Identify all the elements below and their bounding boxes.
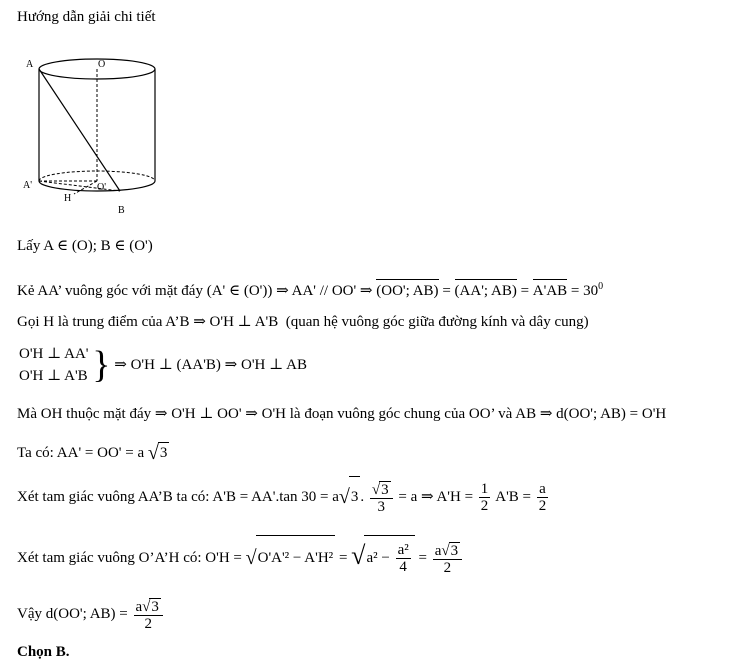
step-8: Xét tam giác vuông O’A’H có: O'H = √O'A'² − A'H² = √a² − $\frac{\text{a²}}{4}$ = $\frac{a√3}{2}$ [17, 534, 464, 580]
step-3: Gọi H là trung điểm của A’B ⇒ O'H ⊥ A'B (quan hệ vuông góc giữa đường kính và dây cung) [17, 314, 589, 330]
heading: Hướng dẫn giải chi tiết [17, 9, 156, 25]
step-1: Lấy A ∈ (O); B ∈ (O') [17, 238, 153, 254]
label-H: H [64, 193, 72, 204]
answer: Chọn B. [17, 644, 70, 660]
label-O-prime: O' [97, 182, 107, 193]
label-B: B [118, 205, 125, 216]
step-5: Mà OH thuộc mặt đáy ⇒ O'H ⊥ OO' ⇒ O'H là đoạn vuông góc chung của OO’ và AB ⇒ d(OO'; AB) = O'H [17, 406, 667, 422]
step-4: O'H ⊥ AA' O'H ⊥ A'B } ⇒ O'H ⊥ (AA'B) ⇒ O'H ⊥ AB [19, 344, 307, 386]
label-O: O [98, 59, 106, 70]
label-A: A [26, 59, 34, 70]
label-A-prime: A' [23, 180, 33, 191]
cylinder-figure [20, 55, 165, 225]
conclusion: Vậy d(OO'; AB) = $\frac{a√3}{2}$ [17, 594, 165, 634]
step-2: Kẻ AA’ vuông góc với mặt đáy (A' ∈ (O')) ⇒ AA' // OO' ⇒ (OO'; AB) = (AA'; $AB) = A'AB = 30^0$ [17, 281, 604, 299]
step-7: Xét tam giác vuông AA’B ta có: A'B = AA'.tan 30 = a√3 . $\frac{√3}{3}$ = a ⇒ A'H = $\frac{1}{2}$ A'B = $\frac{a}{2}$ [17, 476, 550, 517]
step-6: Ta có: AA' = OO' = a √3 [17, 442, 168, 464]
